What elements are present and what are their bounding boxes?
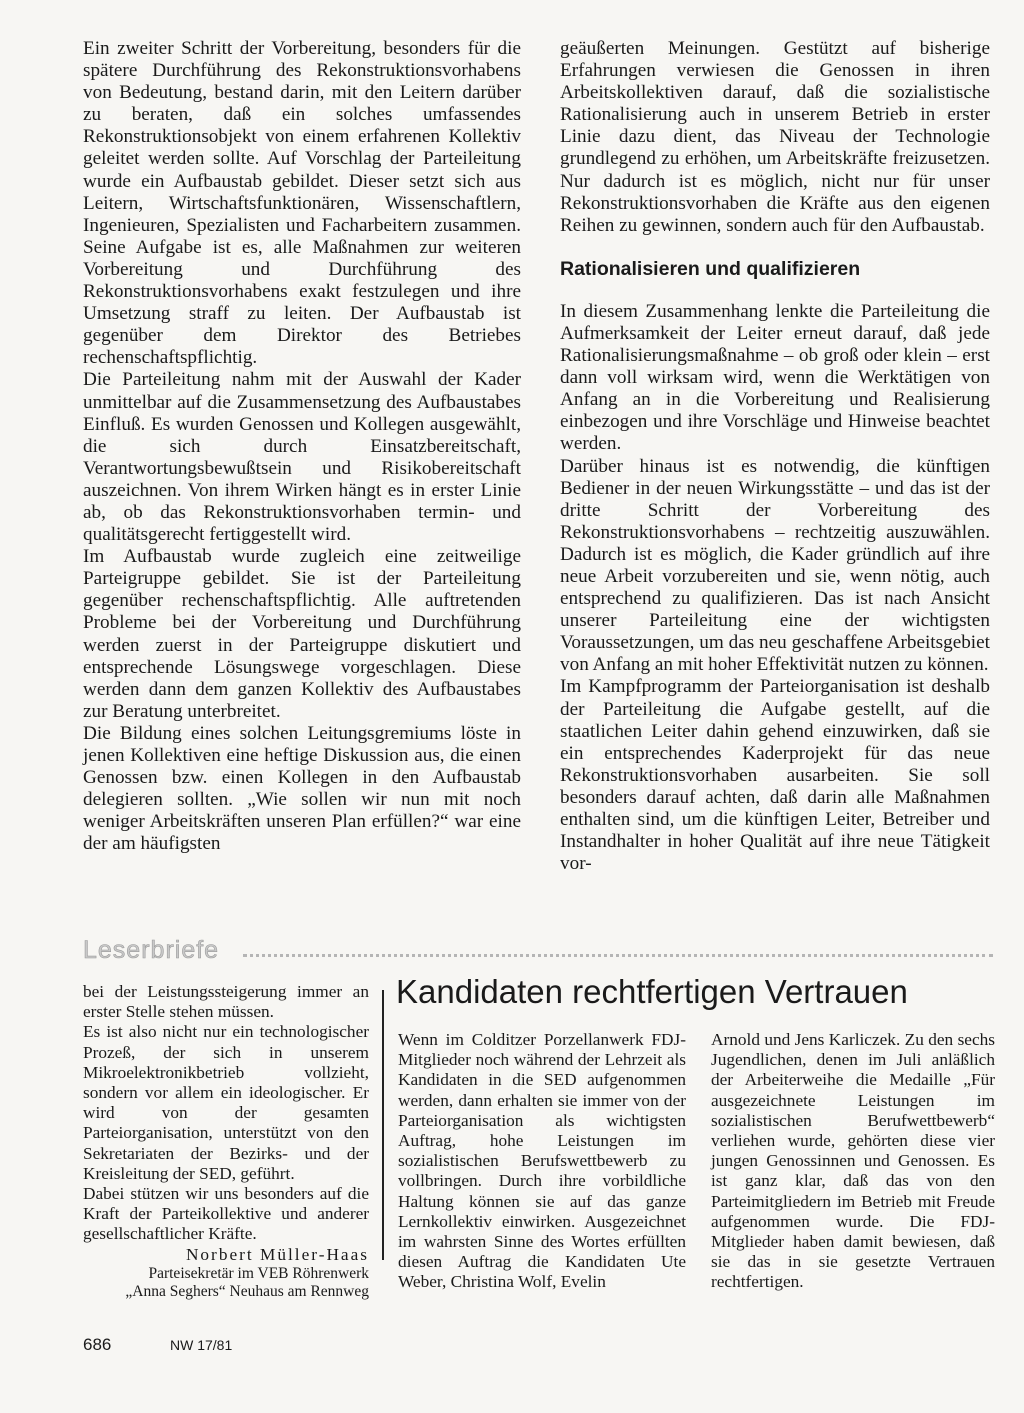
section-label: Leserbriefe: [83, 936, 220, 964]
paragraph: Dabei stützen wir uns besonders auf die Kraft der Parteikollektive und anderer gesellschaftlicher Kräfte.: [83, 1184, 369, 1244]
paragraph: Darüber hinaus ist es notwendig, die künftigen Bediener in der neuen Wirkungsstätte – und das ist der dritte Schritt der Vorbereitung des Rekonstruktionsvorhabens – rechtzeitig auszuwählen. Dadurch ist es möglich, die Kader gründlich auf ihre neue Arbeit vorzubereiten und sie, wenn nötig, auch entsprechend zu qualifizieren. Das ist nach Ansicht unserer Parteileitung eine der wichtigsten Voraussetzungen, um das neu geschaffene Arbeitsgebiet von Anfang an mit hoher Effektivität nutzen zu können.: [560, 455, 990, 676]
dotted-rule: [243, 954, 993, 957]
paragraph: Wenn im Colditzer Porzellanwerk FDJ-Mitglieder noch während der Lehrzeit als Kandidaten in die SED aufgenommen werden, dann erhalten sie immer von der Parteiorganisation als wichtigsten Auftrag, hohe Leistungen im sozialistischen Berufswettbewerb zu vollbringen. Durch ihre vorbildliche Haltung können sie auf das ganze Lernkollektiv einwirken. Ausgezeichnet im wahrsten Sinne des Wortes erfüllten diesen Auftrag die Kandidaten Ute Weber, Christina Wolf, Evelin: [398, 1030, 686, 1292]
letter-column-1: [398, 1030, 686, 1293]
paragraph: Im Aufbaustab wurde zugleich eine zeitweilige Parteigruppe gebildet. Sie ist der Parteileitung gegenüber rechenschaftspflichtig. Alle auftretenden Probleme bei der Vorbereitung und Durchführung werden zuerst in der Parteigruppe diskutiert und entsprechende Lösungswege vorgeschlagen. Diese werden dann dem ganzen Kollektiv des Aufbaustabes zur Beratung unterbreitet.: [83, 546, 521, 722]
signature-name: Norbert Müller-Haas: [185, 1244, 369, 1264]
paragraph: Im Kampfprogramm der Parteiorganisation ist deshalb der Parteileitung die Aufgabe gestellt, auf die staatlichen Leiter dahin gehend einzuwirken, daß sie ein entsprechendes Kaderprojekt für das neue Rekonstruktionsvorhaben ausarbeiten. Sie soll besonders darauf achten, daß darin alle Maßnahmen enthalten sind, um die künftigen Leiter, Betreiber und Instandhalter in hoher Qualität auf ihre neue Tätigkeit vor-: [560, 676, 990, 875]
paragraph: Die Bildung eines solchen Leitungsgremiums löste in jenen Kollektiven eine heftige Diskussion aus, die einen Genossen bzw. einen Kollegen in den Aufbaustab delegieren sollten. „Wie sollen wir nun mit noch weniger Arbeitskräften unseren Plan erfüllen?“ war eine der am häufigsten: [83, 722, 521, 855]
paragraph: bei der Leistungssteigerung immer an erster Stelle stehen müssen.: [83, 982, 369, 1022]
paragraph: In diesem Zusammenhang lenkte die Parteileitung die Aufmerksamkeit der Leiter erneut darauf, daß jede Rationalisierungsmaßnahme – ob groß oder klein – erst dann voll wirksam wird, wenn die Werktätigen von Anfang an in die Vorbereitung und Realisierung einbezogen und ihre Vorschläge und Hinweise beachtet werden.: [560, 300, 990, 455]
paragraph: Die Parteileitung nahm mit der Auswahl der Kader unmittelbar auf die Zusammensetzung des Aufbaustabes Einfluß. Es wurden Genossen und Kollegen ausgewählt, die sich durch Einsatzbereitschaft, Verantwortungsbewußtsein und Risikobereitschaft auszeichnen. Von ihrem Wirken hängt es in erster Linie ab, ob das Rekonstruktionsvorhaben termin- und qualitätsgerecht fertiggestellt wird.: [83, 369, 521, 546]
paragraph: Arnold und Jens Karliczek. Zu den sechs Jugendlichen, denen im Juli anläßlich der Arbeiterweihe die Medaille „Für ausgezeichnete Leistungen im sozialistischen Berufwettbewerb“ verliehen wurde, gehörten diese vier jungen Genossinnen und Genossen. Es ist ganz klar, daß das von den Parteimitgliedern im Betrieb mit Freude aufgenommen wurde. Die FDJ-Mitglieder haben damit bewiesen, daß sie das in sie gesetzte Vertrauen rechtfertigen.: [711, 1030, 995, 1292]
page-number: 686: [83, 1335, 112, 1354]
section-divider: [83, 936, 993, 966]
section-subheading: Rationalisieren und qualifizieren: [560, 257, 861, 280]
article-column-top-right: [560, 38, 990, 875]
article-column-top-left: [83, 38, 521, 855]
paragraph: geäußerten Meinungen. Gestützt auf bisherige Erfahrungen verwiesen die Genossen in ihren Arbeitskollektiven darauf, daß die sozialistische Rationalisierung auch in unserem Betrieb in erster Linie dazu dient, das Niveau der Technologie grundlegend zu erhöhen, um Arbeitskräfte freizusetzen. Nur dadurch ist es möglich, nicht nur für unser Rekonstruktionsvorhaben die Kräfte aus den eigenen Reihen zu gewinnen, sondern auch für den Aufbaustab.: [560, 38, 990, 236]
column-rule: [382, 990, 384, 1260]
letter-column-continued: [83, 982, 369, 1301]
paragraph: Es ist also nicht nur ein technologischer Prozeß, der sich in unserem Mikroelektronikbetrieb vollzieht, sondern vor allem ein ideologischer. Er wird von der gesamten Parteiorganisation, unterstützt von den Sekretariaten der Bezirks- und der Kreisleitung der SED, geführt.: [83, 1022, 369, 1183]
letter-headline: Kandidaten rechtfertigen Vertrauen: [396, 973, 908, 1010]
signature-affiliation: „Anna Seghers“ Neuhaus am Rennweg: [125, 1282, 369, 1300]
issue-label: NW 17/81: [170, 1337, 233, 1353]
paragraph: Ein zweiter Schritt der Vorbereitung, besonders für die spätere Durchführung des Rekonstruktionsvorhabens von Bedeutung, bestand darin, mit den Leitern darüber zu beraten, daß ein solches umfassendes Rekonstruktionsobjekt von einem erfahrenen Kollektiv geleitet werden sollte. Auf Vorschlag der Parteileitung wurde ein Aufbaustab gebildet. Dieser setzt sich aus Leitern, Wirtschaftsfunktionären, Wissenschaftlern, Ingenieuren, Spezialisten und Facharbeitern zusammen. Seine Aufgabe ist es, alle Maßnahmen zur weiteren Vorbereitung und Durchführung des Rekonstruktionsvorhabens exakt festzulegen und ihre Umsetzung straff zu leiten. Der Aufbaustab ist gegenüber dem Direktor des Betriebes rechenschaftspflichtig.: [83, 38, 521, 369]
letter-column-2: [711, 1030, 995, 1293]
signature-role: Parteisekretär im VEB Röhrenwerk: [148, 1264, 369, 1282]
signature-block: [83, 1245, 369, 1301]
